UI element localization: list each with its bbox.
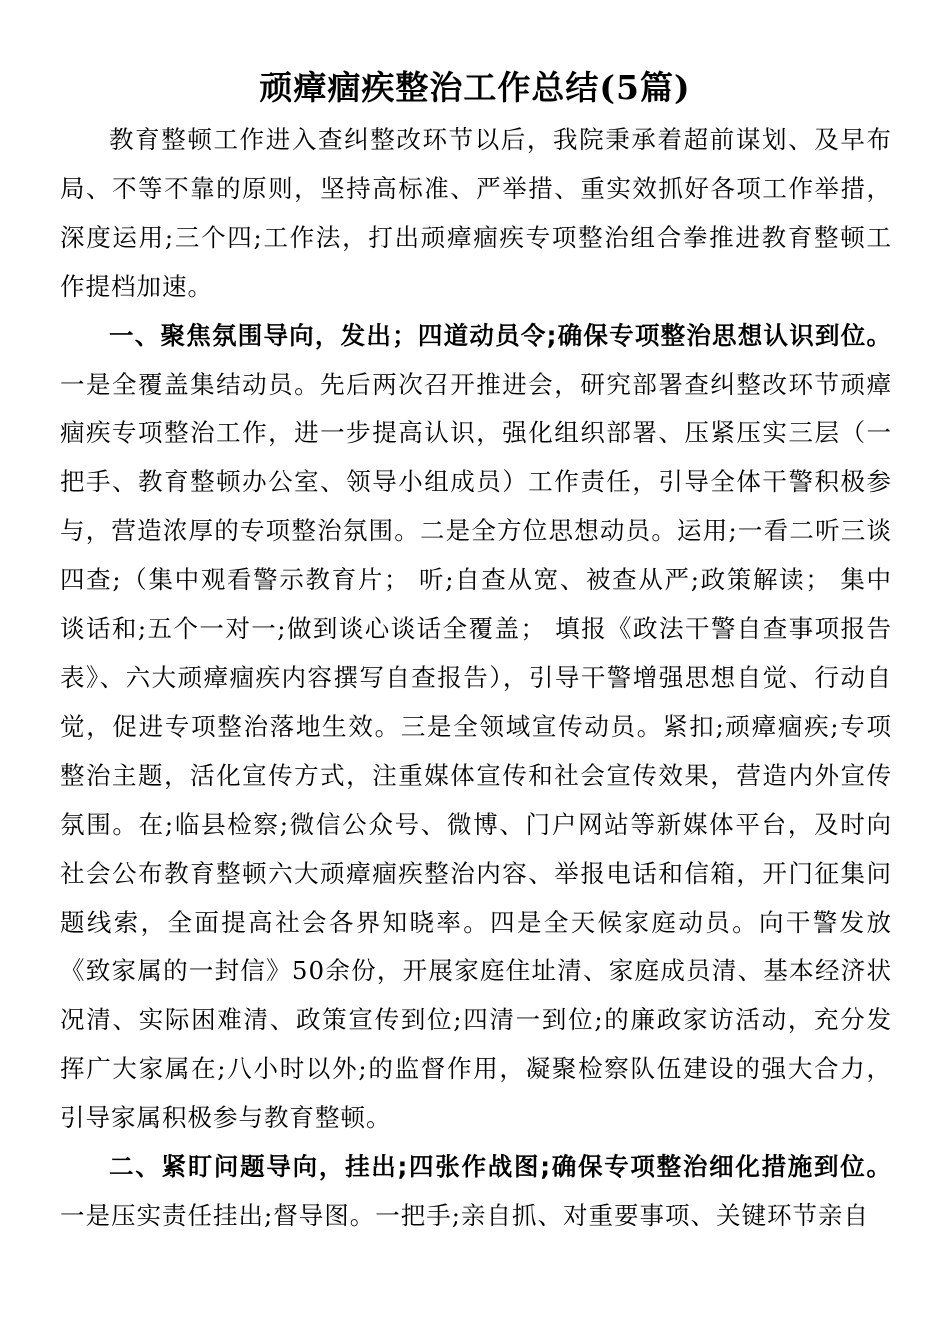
section-heading: 一、聚焦氛围导向，发出；四道动员令;确保专项整治思想认识到位。 (109, 320, 892, 350)
intro-paragraph: 教育整顿工作进入查纠整改环节以后，我院秉承着超前谋划、及早布局、不等不靠的原则，坚持高标准、严举措、重实效抓好各项工作举措，深度运用;三个四;工作法，打出顽瘴痼疾专项整治组合拳推进教育整顿工作提档加速。 (60, 125, 892, 301)
section-paragraph (60, 312, 892, 1143)
document-title: 顽瘴痼疾整治工作总结(5篇) (259, 68, 691, 107)
section-heading: 二、紧盯问题导向，挂出;四张作战图;确保专项整治细化措施到位。 (109, 1152, 892, 1182)
section-body: 一是压实责任挂出;督导图。一把手;亲自抓、对重要事项、关键环节亲自 (60, 1200, 870, 1230)
document-body (60, 116, 892, 1241)
section-body: 一是全覆盖集结动员。先后两次召开推进会，研究部署查纠整改环节顽瘴痼疾专项整治工作，进一步提高认识，强化组织部署、压紧压实三层（一把手、教育整顿办公室、领导小组成员）工作责任，引导全体干警积极参与，营造浓厚的专项整治氛围。二是全方位思想动员。运用;一看二听三谈四查;（集中观看警示教育片； 听;自查从宽、被查从严;政策解读； 集中谈话和;五个一对一;做到谈心谈话全覆盖； 填报《政法干警自查事项报告表》、六大顽瘴痼疾内容撰写自查报告），引导干警增强思想自觉、行动自觉，促进专项整治落地生效。三是全领域宣传动员。紧扣;顽瘴痼疾;专项整治主题，活化宣传方式，注重媒体宣传和社会宣传效果，营造内外宣传氛围。在;临县检察;微信公众号、微博、门户网站等新媒体平台，及时向社会公布教育整顿六大顽瘴痼疾整治内容、举报电话和信箱，开门征集问题线索，全面提高社会各界知晓率。四是全天候家庭动员。向干警发放《致家属的一封信》50余份，开展家庭住址清、家庭成员清、基本经济状况清、实际困难清、政策宣传到位;四清一到位;的廉政家访活动，充分发挥广大家属在;八小时以外;的监督作用，凝聚检察队伍建设的强大合力，引导家属积极参与教育整顿。 (60, 369, 892, 1133)
section-paragraph (60, 1143, 892, 1241)
